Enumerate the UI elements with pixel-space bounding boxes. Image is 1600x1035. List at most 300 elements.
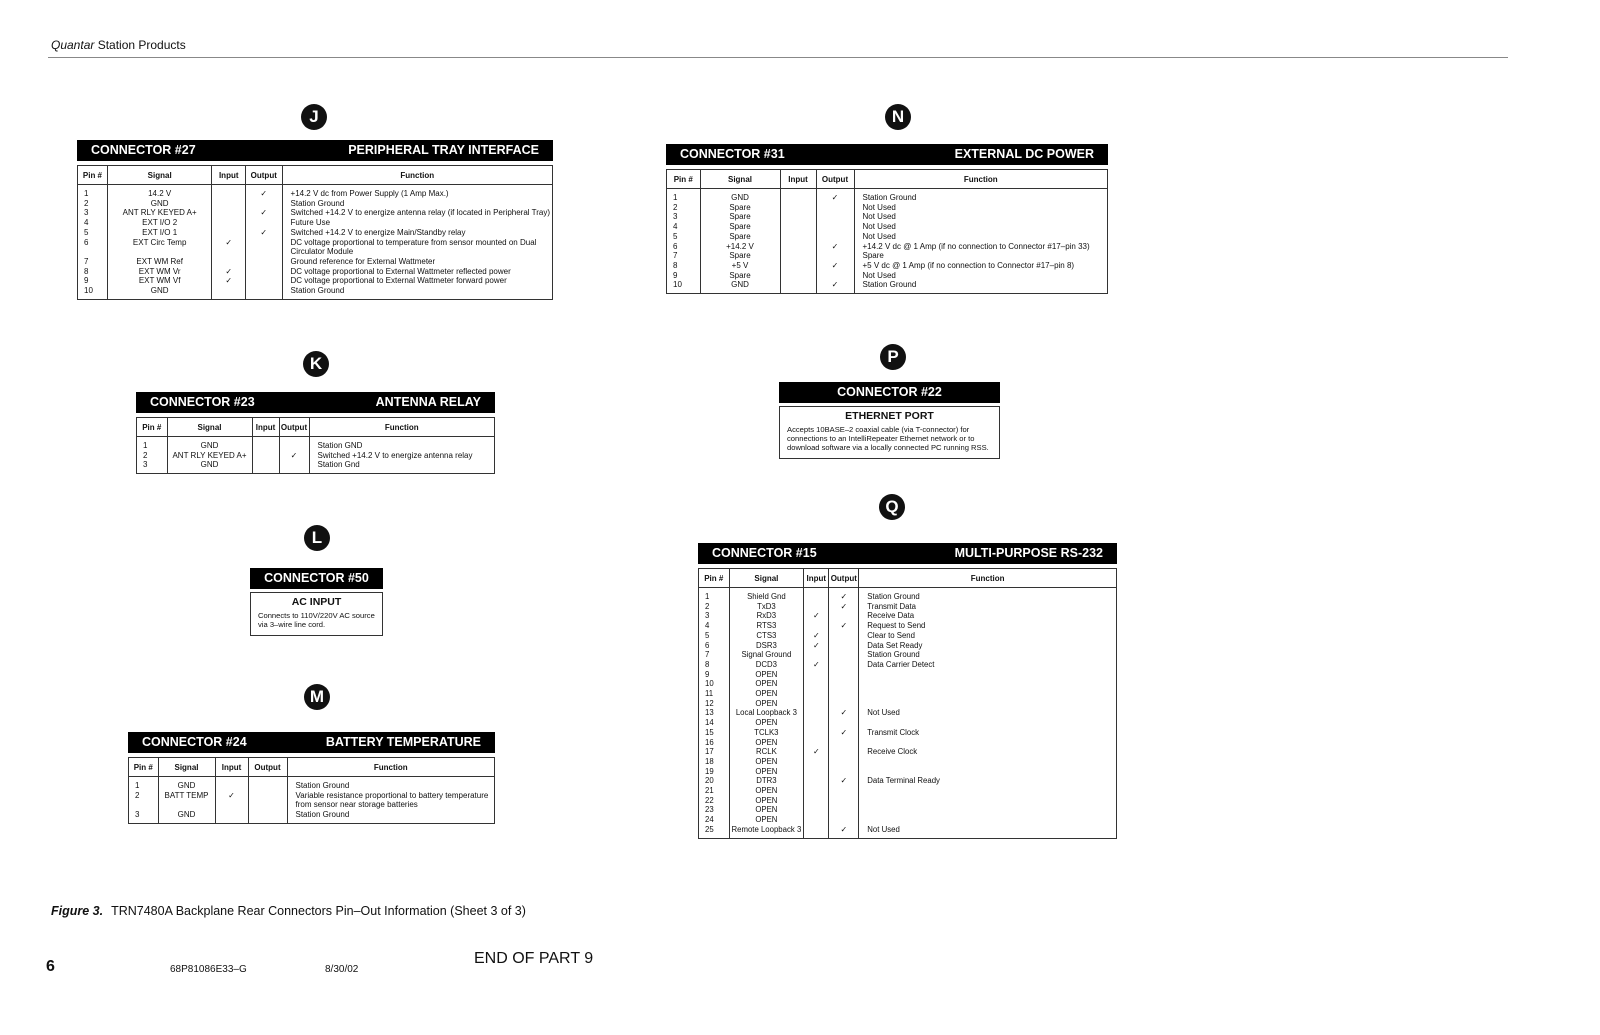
output-cell — [816, 203, 854, 213]
pin-cell: 1 — [84, 189, 89, 198]
pin-cell: 3 — [143, 460, 148, 470]
signal-cell: OPEN — [729, 679, 804, 689]
function-cell: Request to Send — [859, 621, 1116, 631]
input-cell: ✓ — [212, 238, 246, 248]
connector-27-header — [77, 140, 553, 161]
output-cell: ✓ — [246, 185, 282, 199]
output-cell: ✓ — [816, 261, 854, 271]
input-cell — [780, 271, 816, 281]
pin-cell: 15 — [705, 727, 714, 737]
connector-24-title: CONNECTOR #24 — [142, 735, 247, 749]
pin-cell: 5 — [84, 227, 89, 237]
pin-cell: 4 — [705, 621, 710, 631]
pin-cell: 1 — [705, 592, 710, 601]
pin-cell: 9 — [705, 669, 710, 679]
output-cell — [829, 660, 859, 670]
pin-cell: 10 — [84, 286, 93, 296]
pin-cell: 6 — [673, 241, 678, 251]
connector-27-subtitle: PERIPHERAL TRAY INTERFACE — [348, 143, 539, 157]
input-cell — [804, 699, 829, 709]
signal-cell: OPEN — [729, 670, 804, 680]
table-row — [78, 228, 552, 238]
table-row — [78, 238, 552, 248]
signal-cell: OPEN — [729, 689, 804, 699]
input-cell — [804, 796, 829, 806]
signal-cell: RTS3 — [729, 621, 804, 631]
function-cell: Spare — [854, 251, 1107, 261]
function-cell: Station Ground — [282, 199, 552, 209]
table-row — [78, 199, 552, 209]
signal-cell: GND — [107, 286, 212, 299]
table-row — [699, 825, 1116, 838]
input-cell: ✓ — [804, 747, 829, 757]
signal-cell: ANT RLY KEYED A+ — [167, 451, 252, 461]
column-header: Pin # — [137, 418, 167, 437]
pin-cell: 1 — [135, 781, 140, 790]
pin-cell: 23 — [705, 805, 714, 815]
signal-cell: Signal Ground — [729, 650, 804, 660]
pin-cell: 3 — [673, 212, 678, 222]
column-header: Input — [804, 569, 829, 588]
signal-cell: +14.2 V — [700, 242, 780, 252]
output-cell: ✓ — [829, 728, 859, 738]
function-cell — [859, 699, 1116, 709]
pin-cell: 10 — [673, 280, 682, 290]
function-cell: Future Use — [282, 218, 552, 228]
function-cell: Not Used — [854, 203, 1107, 213]
signal-cell: BATT TEMP — [158, 791, 215, 801]
signal-cell: OPEN — [729, 796, 804, 806]
signal-cell: RxD3 — [729, 611, 804, 621]
column-header: Input — [780, 170, 816, 189]
output-cell — [816, 251, 854, 261]
input-cell — [804, 757, 829, 767]
input-cell — [804, 728, 829, 738]
output-cell — [816, 212, 854, 222]
function-cell — [859, 767, 1116, 777]
function-cell: +5 V dc @ 1 Amp (if no connection to Connector #17–pin 8) — [854, 261, 1107, 271]
connector-15-table — [699, 569, 1116, 838]
table-row — [137, 437, 494, 451]
pin-cell: 2 — [135, 790, 140, 800]
table-row — [699, 786, 1116, 796]
table-row — [78, 218, 552, 228]
table-row — [137, 460, 494, 473]
output-cell: ✓ — [829, 602, 859, 612]
pin-cell: 9 — [673, 270, 678, 280]
column-header: Function — [282, 166, 552, 185]
input-cell — [780, 261, 816, 271]
output-cell — [816, 222, 854, 232]
connector-23-table — [137, 418, 494, 473]
connector-31-subtitle: EXTERNAL DC POWER — [954, 147, 1094, 161]
input-cell — [804, 738, 829, 748]
document-number: 68P81086E33–G — [170, 964, 247, 975]
connector-22-subtitle: ETHERNET PORT — [845, 410, 934, 422]
input-cell — [804, 670, 829, 680]
pin-cell: 12 — [705, 698, 714, 708]
pin-cell: 8 — [705, 659, 710, 669]
output-cell — [246, 276, 282, 286]
output-cell — [829, 786, 859, 796]
signal-cell: DTR3 — [729, 776, 804, 786]
function-cell: Station Ground — [854, 189, 1107, 203]
output-cell: ✓ — [246, 228, 282, 238]
signal-cell: OPEN — [729, 805, 804, 815]
pin-cell: 14 — [705, 718, 714, 728]
function-cell: Station Ground — [287, 777, 494, 791]
signal-cell: EXT WM Vf — [107, 276, 212, 286]
output-cell — [829, 699, 859, 709]
output-cell — [816, 232, 854, 242]
function-cell: Switched +14.2 V to energize Main/Standby relay — [282, 228, 552, 238]
connector-27-title: CONNECTOR #27 — [91, 143, 196, 157]
table-row — [699, 699, 1116, 709]
signal-cell: OPEN — [729, 738, 804, 748]
signal-cell: Spare — [700, 271, 780, 281]
table-row — [667, 280, 1107, 293]
output-cell: ✓ — [829, 825, 859, 838]
function-cell: Transmit Data — [859, 602, 1116, 612]
pin-cell: 22 — [705, 795, 714, 805]
marker-m: M — [304, 684, 330, 710]
input-cell — [780, 251, 816, 261]
connector-24-table — [129, 758, 494, 823]
table-row — [699, 670, 1116, 680]
output-cell — [829, 747, 859, 757]
output-cell — [829, 689, 859, 699]
table-row — [699, 767, 1116, 777]
table-row — [667, 212, 1107, 222]
function-cell: from sensor near storage batteries — [287, 800, 494, 810]
table-row — [699, 650, 1116, 660]
table-row — [699, 611, 1116, 621]
function-cell — [859, 796, 1116, 806]
function-cell: DC voltage proportional to External Wattmeter forward power — [282, 276, 552, 286]
function-cell: Not Used — [859, 825, 1116, 838]
function-cell: Not Used — [854, 212, 1107, 222]
function-cell: Variable resistance proportional to battery temperature — [287, 791, 494, 801]
input-cell — [804, 679, 829, 689]
connector-31-header — [666, 144, 1108, 165]
table-row — [699, 805, 1116, 815]
signal-cell: Spare — [700, 232, 780, 242]
function-cell: Station Ground — [859, 588, 1116, 602]
signal-cell: 14.2 V — [107, 185, 212, 199]
input-cell — [215, 810, 248, 823]
column-header: Signal — [700, 170, 780, 189]
table-row — [699, 641, 1116, 651]
signal-cell: OPEN — [729, 786, 804, 796]
input-cell — [212, 286, 246, 299]
header-title: Station Products — [94, 38, 186, 52]
table-row — [699, 621, 1116, 631]
signal-cell: TCLK3 — [729, 728, 804, 738]
function-cell: Station Ground — [859, 650, 1116, 660]
marker-k: K — [303, 351, 329, 377]
table-row — [699, 776, 1116, 786]
connector-22-description: Accepts 10BASE–2 coaxial cable (via T-connector) for connections to an IntelliRepeater Ethernet network or to download software via a locally connected PC running RSS. — [787, 425, 989, 452]
connector-22-box — [779, 406, 1000, 459]
pin-cell: 19 — [705, 766, 714, 776]
function-cell: Transmit Clock — [859, 728, 1116, 738]
signal-cell: Spare — [700, 222, 780, 232]
pin-cell: 4 — [673, 222, 678, 232]
input-cell — [215, 777, 248, 791]
table-row — [667, 271, 1107, 281]
table-row — [129, 810, 494, 823]
input-cell — [212, 257, 246, 267]
function-cell: Not Used — [854, 222, 1107, 232]
column-header: Input — [212, 166, 246, 185]
input-cell: ✓ — [804, 611, 829, 621]
function-cell: Switched +14.2 V to energize antenna relay (if located in Peripheral Tray) — [282, 208, 552, 218]
connector-27-panel — [77, 140, 553, 300]
connector-15-title: CONNECTOR #15 — [712, 546, 817, 560]
connector-24-panel — [128, 732, 495, 824]
signal-cell: Shield Gnd — [729, 588, 804, 602]
pin-cell — [129, 800, 158, 810]
function-cell: Station GND — [309, 437, 494, 451]
signal-cell: Local Loopback 3 — [729, 708, 804, 718]
pin-cell: 10 — [705, 679, 714, 689]
marker-p: P — [880, 344, 906, 370]
input-cell — [212, 218, 246, 228]
function-cell: Not Used — [854, 232, 1107, 242]
pin-cell: 4 — [84, 218, 89, 228]
function-cell: Not Used — [859, 708, 1116, 718]
pin-cell: 6 — [705, 640, 710, 650]
connector-22-panel — [779, 382, 1000, 459]
connector-15-subtitle: MULTI-PURPOSE RS-232 — [954, 546, 1103, 560]
end-of-part: END OF PART 9 — [474, 950, 594, 967]
output-cell — [829, 650, 859, 660]
function-cell: Receive Data — [859, 611, 1116, 621]
marker-l: L — [304, 525, 330, 551]
output-cell — [829, 738, 859, 748]
pin-cell: 8 — [673, 260, 678, 270]
input-cell — [780, 242, 816, 252]
signal-cell: +5 V — [700, 261, 780, 271]
function-cell: +14.2 V dc from Power Supply (1 Amp Max.) — [282, 185, 552, 199]
table-row — [667, 232, 1107, 242]
signal-cell: CTS3 — [729, 631, 804, 641]
signal-cell: Remote Loopback 3 — [729, 825, 804, 838]
column-header: Pin # — [78, 166, 107, 185]
input-cell — [212, 208, 246, 218]
output-cell: ✓ — [829, 708, 859, 718]
pin-cell: 16 — [705, 737, 714, 747]
input-cell — [780, 203, 816, 213]
output-cell — [248, 791, 287, 801]
pin-cell: 2 — [673, 202, 678, 212]
output-cell — [246, 257, 282, 267]
input-cell — [804, 689, 829, 699]
input-cell — [804, 708, 829, 718]
pin-cell: 9 — [84, 276, 89, 286]
pin-cell: 20 — [705, 776, 714, 786]
output-cell — [246, 238, 282, 248]
function-cell: Switched +14.2 V to energize antenna relay — [309, 451, 494, 461]
table-row — [699, 602, 1116, 612]
output-cell — [246, 267, 282, 277]
column-header: Function — [859, 569, 1116, 588]
output-cell — [829, 796, 859, 806]
signal-cell: EXT WM Ref — [107, 257, 212, 267]
pin-cell: 7 — [673, 251, 678, 261]
signal-cell: ANT RLY KEYED A+ — [107, 208, 212, 218]
function-cell: Station Ground — [287, 810, 494, 823]
table-row — [667, 189, 1107, 203]
function-cell: Data Carrier Detect — [859, 660, 1116, 670]
table-row — [78, 267, 552, 277]
connector-31-table — [667, 170, 1107, 293]
output-cell: ✓ — [816, 280, 854, 293]
output-cell — [246, 218, 282, 228]
output-cell — [248, 800, 287, 810]
connector-50-description: Connects to 110V/220V AC source via 3–wire line cord. — [258, 611, 375, 629]
connector-31-title: CONNECTOR #31 — [680, 147, 785, 161]
function-cell — [859, 689, 1116, 699]
connector-24-subtitle: BATTERY TEMPERATURE — [325, 735, 481, 749]
input-cell — [804, 588, 829, 602]
function-cell — [859, 757, 1116, 767]
column-header: Signal — [158, 758, 215, 777]
input-cell: ✓ — [804, 641, 829, 651]
output-cell: ✓ — [246, 208, 282, 218]
table-row — [699, 796, 1116, 806]
column-header: Pin # — [129, 758, 158, 777]
table-row — [667, 242, 1107, 252]
signal-cell: DSR3 — [729, 641, 804, 651]
column-header: Output — [816, 170, 854, 189]
input-cell — [212, 247, 246, 257]
signal-cell: Spare — [700, 212, 780, 222]
output-cell — [248, 810, 287, 823]
pin-cell: 25 — [705, 824, 714, 834]
column-header: Output — [279, 418, 309, 437]
table-row — [699, 747, 1116, 757]
column-header: Output — [246, 166, 282, 185]
input-cell — [780, 212, 816, 222]
table-row — [699, 757, 1116, 767]
pin-cell: 5 — [705, 630, 710, 640]
connector-23-panel — [136, 392, 495, 474]
column-header: Output — [829, 569, 859, 588]
pin-cell: 6 — [84, 237, 89, 247]
column-header: Signal — [729, 569, 804, 588]
input-cell — [780, 189, 816, 203]
output-cell — [248, 777, 287, 791]
function-cell — [859, 718, 1116, 728]
signal-cell: EXT I/O 1 — [107, 228, 212, 238]
pin-cell: 1 — [673, 193, 678, 202]
pin-cell: 1 — [143, 441, 148, 450]
function-cell: Station Gnd — [309, 460, 494, 473]
output-cell — [829, 679, 859, 689]
function-cell: +14.2 V dc @ 1 Amp (if no connection to Connector #17–pin 33) — [854, 242, 1107, 252]
output-cell — [829, 767, 859, 777]
table-row — [699, 815, 1116, 825]
output-cell — [246, 247, 282, 257]
input-cell — [804, 805, 829, 815]
signal-cell: GND — [158, 810, 215, 823]
function-cell: Data Set Ready — [859, 641, 1116, 651]
table-row — [667, 261, 1107, 271]
document-date: 8/30/02 — [325, 964, 359, 975]
table-row — [78, 276, 552, 286]
function-cell — [859, 738, 1116, 748]
output-cell — [829, 611, 859, 621]
figure-caption — [51, 904, 526, 918]
column-header: Function — [287, 758, 494, 777]
pin-cell: 24 — [705, 815, 714, 825]
column-header: Signal — [167, 418, 252, 437]
function-cell — [859, 805, 1116, 815]
table-row — [129, 791, 494, 801]
pin-cell: 2 — [143, 450, 148, 460]
connector-15-header — [698, 543, 1117, 564]
table-row — [667, 251, 1107, 261]
function-cell: Circulator Module — [282, 247, 552, 257]
input-cell — [804, 767, 829, 777]
table-row — [129, 777, 494, 791]
pin-cell: 17 — [705, 747, 714, 757]
marker-q: Q — [879, 494, 905, 520]
column-header: Pin # — [667, 170, 700, 189]
pin-cell: 7 — [84, 256, 89, 266]
signal-cell: OPEN — [729, 699, 804, 709]
input-cell: ✓ — [212, 267, 246, 277]
pin-cell: 11 — [705, 689, 714, 699]
table-row — [699, 631, 1116, 641]
signal-cell: Spare — [700, 251, 780, 261]
signal-cell: GND — [167, 437, 252, 451]
table-row — [137, 451, 494, 461]
signal-cell: GND — [167, 460, 252, 473]
input-cell — [252, 437, 279, 451]
pin-cell: 3 — [84, 208, 89, 218]
input-cell — [804, 776, 829, 786]
output-cell — [829, 631, 859, 641]
signal-cell: OPEN — [729, 815, 804, 825]
table-row — [699, 660, 1116, 670]
connector-50-subtitle: AC INPUT — [291, 596, 342, 608]
input-cell: ✓ — [804, 660, 829, 670]
function-cell: Station Ground — [854, 280, 1107, 293]
input-cell — [252, 460, 279, 473]
column-header: Signal — [107, 166, 212, 185]
signal-cell: TxD3 — [729, 602, 804, 612]
pin-cell: 3 — [135, 810, 140, 820]
table-row — [699, 728, 1116, 738]
signal-cell — [107, 247, 212, 257]
input-cell: ✓ — [804, 631, 829, 641]
output-cell — [829, 757, 859, 767]
signal-cell: DCD3 — [729, 660, 804, 670]
column-header: Output — [248, 758, 287, 777]
function-cell — [859, 815, 1116, 825]
table-row — [699, 708, 1116, 718]
function-cell: DC voltage proportional to temperature from sensor mounted on Dual — [282, 238, 552, 248]
signal-cell: OPEN — [729, 767, 804, 777]
signal-cell: EXT Circ Temp — [107, 238, 212, 248]
table-row — [699, 588, 1116, 602]
connector-15-panel — [698, 543, 1117, 839]
output-cell: ✓ — [816, 189, 854, 203]
connector-50-title: CONNECTOR #50 — [250, 568, 383, 589]
function-cell: Data Terminal Ready — [859, 776, 1116, 786]
